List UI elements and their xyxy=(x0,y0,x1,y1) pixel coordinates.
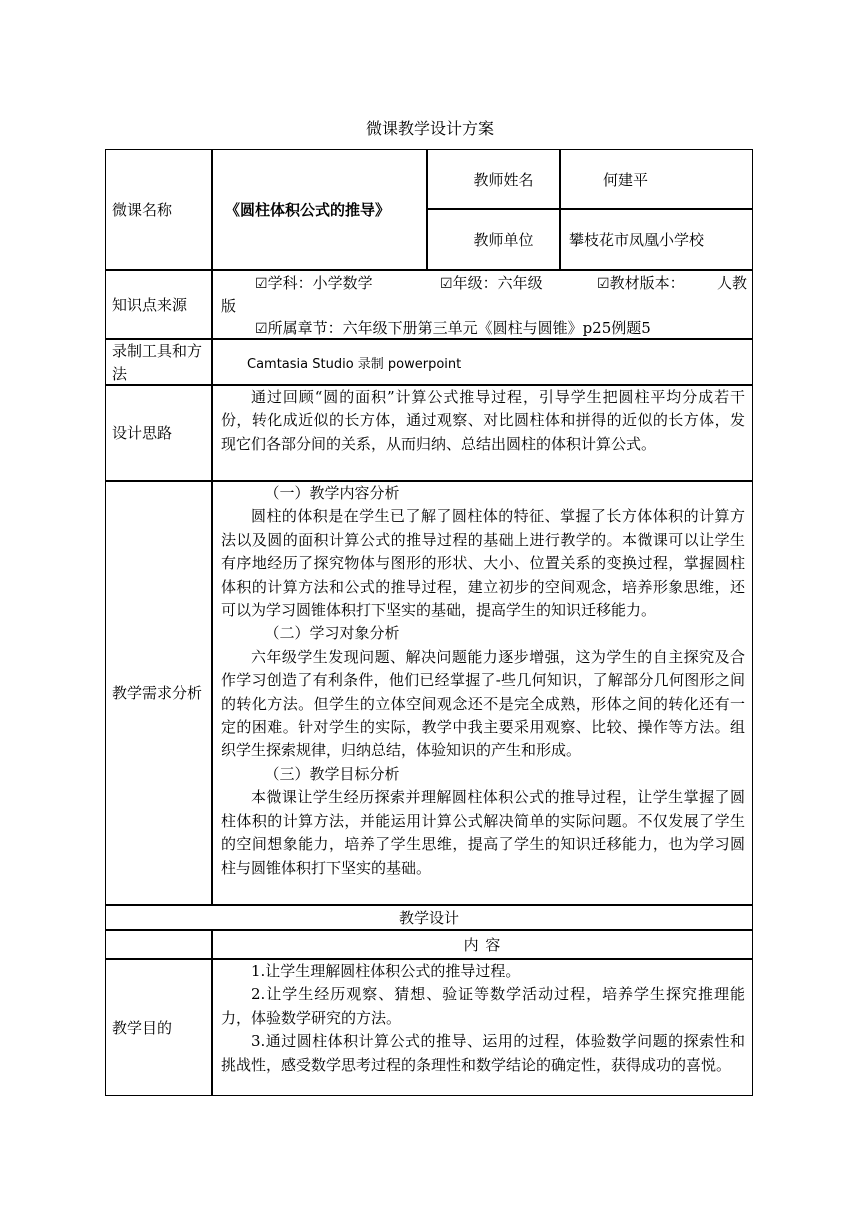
teacher-name-label-cell xyxy=(427,149,560,209)
teacher-name-label: 教师姓名 xyxy=(473,170,534,189)
goal-3: 3.通过圆柱体积计算公式的推导、运用的过程，体验数学问题的探索性和挑战性，感受数学思考过程的条理性和数学结论的确定性，获得成功的喜悦。 xyxy=(221,1032,745,1074)
teacher-unit-value: 攀枝花市凤凰小学校 xyxy=(569,231,705,249)
content-label: 内 容 xyxy=(463,936,502,954)
page-title: 微课教学设计方案 xyxy=(365,119,494,138)
goal-2: 2.让学生经历观察、猜想、验证等数学活动过程，培养学生探究推理能力，体验数学研究的方法。 xyxy=(221,985,745,1027)
tools-value: Camtasia Studio 录制 powerpoint xyxy=(247,356,462,372)
course-name-value-cell xyxy=(212,149,427,270)
design-label: 设计思路 xyxy=(112,424,173,442)
tools-label-cell xyxy=(105,339,212,385)
course-name-label: 微课名称 xyxy=(112,200,173,219)
needs-heading-3: （三）教学目标分析 xyxy=(264,764,400,783)
goals-label-cell xyxy=(105,959,212,1096)
source-edition-suffix: 版 xyxy=(221,297,237,315)
section-header: 教学设计 xyxy=(398,909,459,927)
goals-value-cell xyxy=(212,959,753,1096)
needs-paragraph-1: 圆柱的体积是在学生已了解了圆柱体的特征、掌握了长方体体积的计算方法以及圆的面积计算公式的推导过程的基础上进行教学的。本微课可以让学生有序地经历了探究物体与图形的形状、大小、位置关系的变换过程，掌握圆柱体积的计算方法和公式的推导过程，建立初步的空间观念，培养形象思维，还可以为学习圆锥体积打下坚实的基础，提高学生的知识迁移能力。 xyxy=(221,507,745,620)
source-edition: 教材版本： xyxy=(609,274,685,292)
checkbox-checked-icon: ☑ xyxy=(440,276,453,292)
needs-heading-2: （二）学习对象分析 xyxy=(264,624,400,643)
goals-label: 教学目的 xyxy=(112,1018,173,1037)
teacher-name-value-cell xyxy=(560,149,753,209)
needs-label: 教学需求分析 xyxy=(112,684,203,702)
goal-1: 1.让学生理解圆柱体积公式的推导过程。 xyxy=(251,962,521,980)
teacher-unit-value-cell xyxy=(560,209,753,270)
course-name-value: 《圆柱体积公式的推导》 xyxy=(225,201,391,219)
checkbox-checked-icon: ☑ xyxy=(255,276,268,292)
source-label: 知识点来源 xyxy=(112,295,188,314)
needs-value-cell xyxy=(212,481,753,905)
needs-heading-1: （一）教学内容分析 xyxy=(264,484,400,502)
design-label-cell xyxy=(105,385,212,481)
section-header-cell xyxy=(105,905,753,930)
needs-paragraph-3: 本微课让学生经历探索并理解圆柱体积公式的推导过程，让学生掌握了圆柱体积的计算方法，并能运用计算公式解决简单的实际问题。不仅发展了学生的空间想象能力，培养了学生思维，提高了学生的知识迁移能力，也为学习圆柱与圆锥体积打下坚实的基础。 xyxy=(221,788,745,877)
checkbox-checked-icon: ☑ xyxy=(255,321,268,337)
source-chapter: 所属章节：六年级下册第三单元《圆柱与圆锥》p25例题5 xyxy=(267,319,651,337)
checkbox-checked-icon: ☑ xyxy=(597,276,610,292)
source-subject: 学科：小学数学 xyxy=(267,274,373,292)
needs-label-cell xyxy=(105,481,212,905)
teacher-unit-label: 教师单位 xyxy=(473,231,534,249)
content-blank-cell xyxy=(105,930,212,959)
tools-value-cell xyxy=(212,339,753,385)
design-value-cell xyxy=(212,385,753,481)
source-label-cell xyxy=(105,270,212,339)
course-name-label-cell xyxy=(105,149,212,270)
source-value-cell xyxy=(212,270,753,339)
design-text: 通过回顾“圆的面积”计算公式推导过程，引导学生把圆柱平均分成若干份，转化成近似的长方体，通过观察、对比圆柱体和拼得的近似的长方体，发现它们各部分间的关系，从而归纳、总结出圆柱的体积计算公式。 xyxy=(221,388,745,453)
tools-label: 录制工具和方法 xyxy=(112,342,203,383)
source-grade: 年级：六年级 xyxy=(452,274,543,292)
source-edition-name: 人教 xyxy=(717,274,748,292)
content-label-cell xyxy=(212,930,753,959)
teacher-name-value: 何建平 xyxy=(603,170,649,189)
needs-paragraph-2: 六年级学生发现问题、解决问题能力逐步增强，这为学生的自主探究及合作学习创造了有利条件，他们已经掌握了-些几何知识，了解部分几何图形之间的转化方法。但学生的立体空间观念还不是完全成熟，形体之间的转化还有一定的困难。针对学生的实际，教学中我主要采用观察、比较、操作等方法。组织学生探索规律，归纳总结，体验知识的产生和形成。 xyxy=(221,647,745,760)
teacher-unit-label-cell xyxy=(427,209,560,270)
